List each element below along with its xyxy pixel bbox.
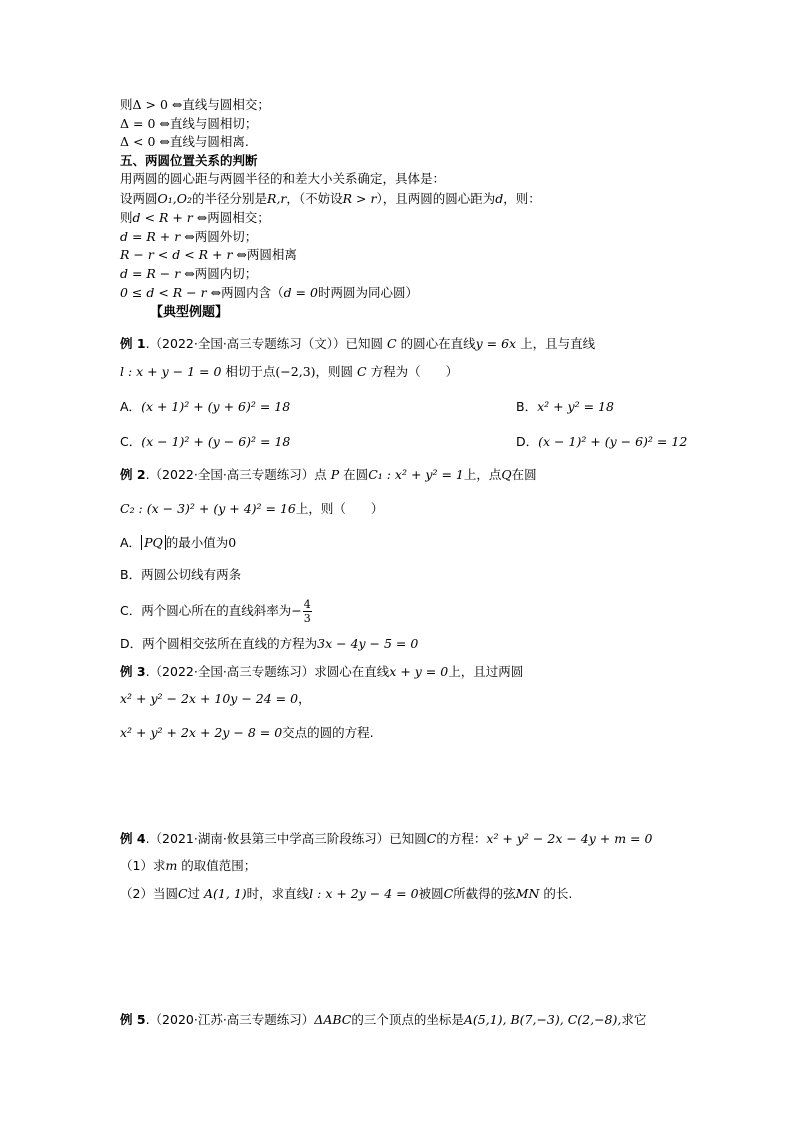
option-b: B．x² + y² = 18 [516,399,614,414]
example-3: 例 3.（2022·全国·高三专题练习）求圆心在直线x + y = 0上，且过两圆 [120,664,524,679]
example-2: 例 2.（2022·全国·高三专题练习）点 P 在圆C₁ : x² + y² = 1上，点Q在圆 [120,467,537,482]
option-c: C．(x − 1)² + (y − 6)² = 18 [120,434,291,449]
example-1-options-row1 [120,398,614,416]
text-line: Δ = 0 ⇔直线与圆相切； [120,116,258,131]
example-4-part-2: （2）当圆C过 A(1, 1)时，求直线l : x + 2y − 4 = 0被圆C所截得的弦MN 的长. [120,886,573,901]
text-line: 则d < R + r ⇔两圆相交； [120,210,270,225]
section-heading: 【典型例题】 [150,305,229,320]
text-line: Δ < 0 ⇔直线与圆相离. [120,134,249,149]
text-line: 则Δ > 0 ⇔直线与圆相交； [120,97,270,112]
text-line: 0 ≤ d < R − r ⇔两圆内含（d = 0时两圆为同心圆） [120,285,418,300]
example-2-option-d: D．两个圆相交弦所在直线的方程为3x − 4y − 5 = 0 [120,636,419,651]
text-line: 用两圆的圆心距与两圆半径的和差大小关系确定，具体是： [120,171,446,186]
text-line: 设两圆O₁,O₂的半径分别是R,r，（不妨设R > r），且两圆的圆心距为d，则： [120,191,541,206]
text-line: d = R + r ⇔两圆外切； [120,229,258,244]
example-2-option-c: C．两个圆心所在的直线斜率为− $\frac{4}{3}$ [120,598,311,625]
example-5: 例 5.（2020·江苏·高三专题练习）ΔABC的三个顶点的坐标是A(5,1), B(7,−3), C(2,−8),求它 [120,1012,647,1027]
example-3-circle-1: x² + y² − 2x + 10y − 24 = 0， [120,691,311,706]
text-line: d = R − r ⇔两圆内切； [120,266,258,281]
option-d: D．(x − 1)² + (y − 6)² = 12 [516,434,688,449]
example-4: 例 4.（2021·湖南·攸县第三中学高三阶段练习）已知圆C的方程：x² + y² − 2x − 4y + m = 0 [120,831,653,846]
example-1-line2: l : x + y − 1 = 0 相切于点(−2,3)，则圆 C 方程为（ ） [120,364,459,379]
example-1: 例 1.（2022·全国·高三专题练习（文））已知圆 C 的圆心在直线y = 6x 上，且与直线 [120,336,596,351]
example-2-line2: C₂ : (x − 3)² + (y + 4)² = 16上，则（ ） [120,501,384,516]
example-3-circle-2: x² + y² + 2x + 2y − 8 = 0交点的圆的方程. [120,725,374,740]
option-a: A．(x + 1)² + (y + 6)² = 18 [120,399,291,414]
text-line: R − r < d < R + r ⇔两圆相离 [120,247,297,262]
fraction: $\frac{4}{3}$ [303,598,311,625]
example-2-option-b: B．两圆公切线有两条 [120,567,242,582]
example-4-part-1: （1）求m 的取值范围； [120,858,257,873]
example-2-option-a: A． PQ 的最小值为0 [120,535,237,550]
example-1-options-row2 [120,433,688,451]
section-heading: 五、两圆位置关系的判断 [120,153,258,168]
